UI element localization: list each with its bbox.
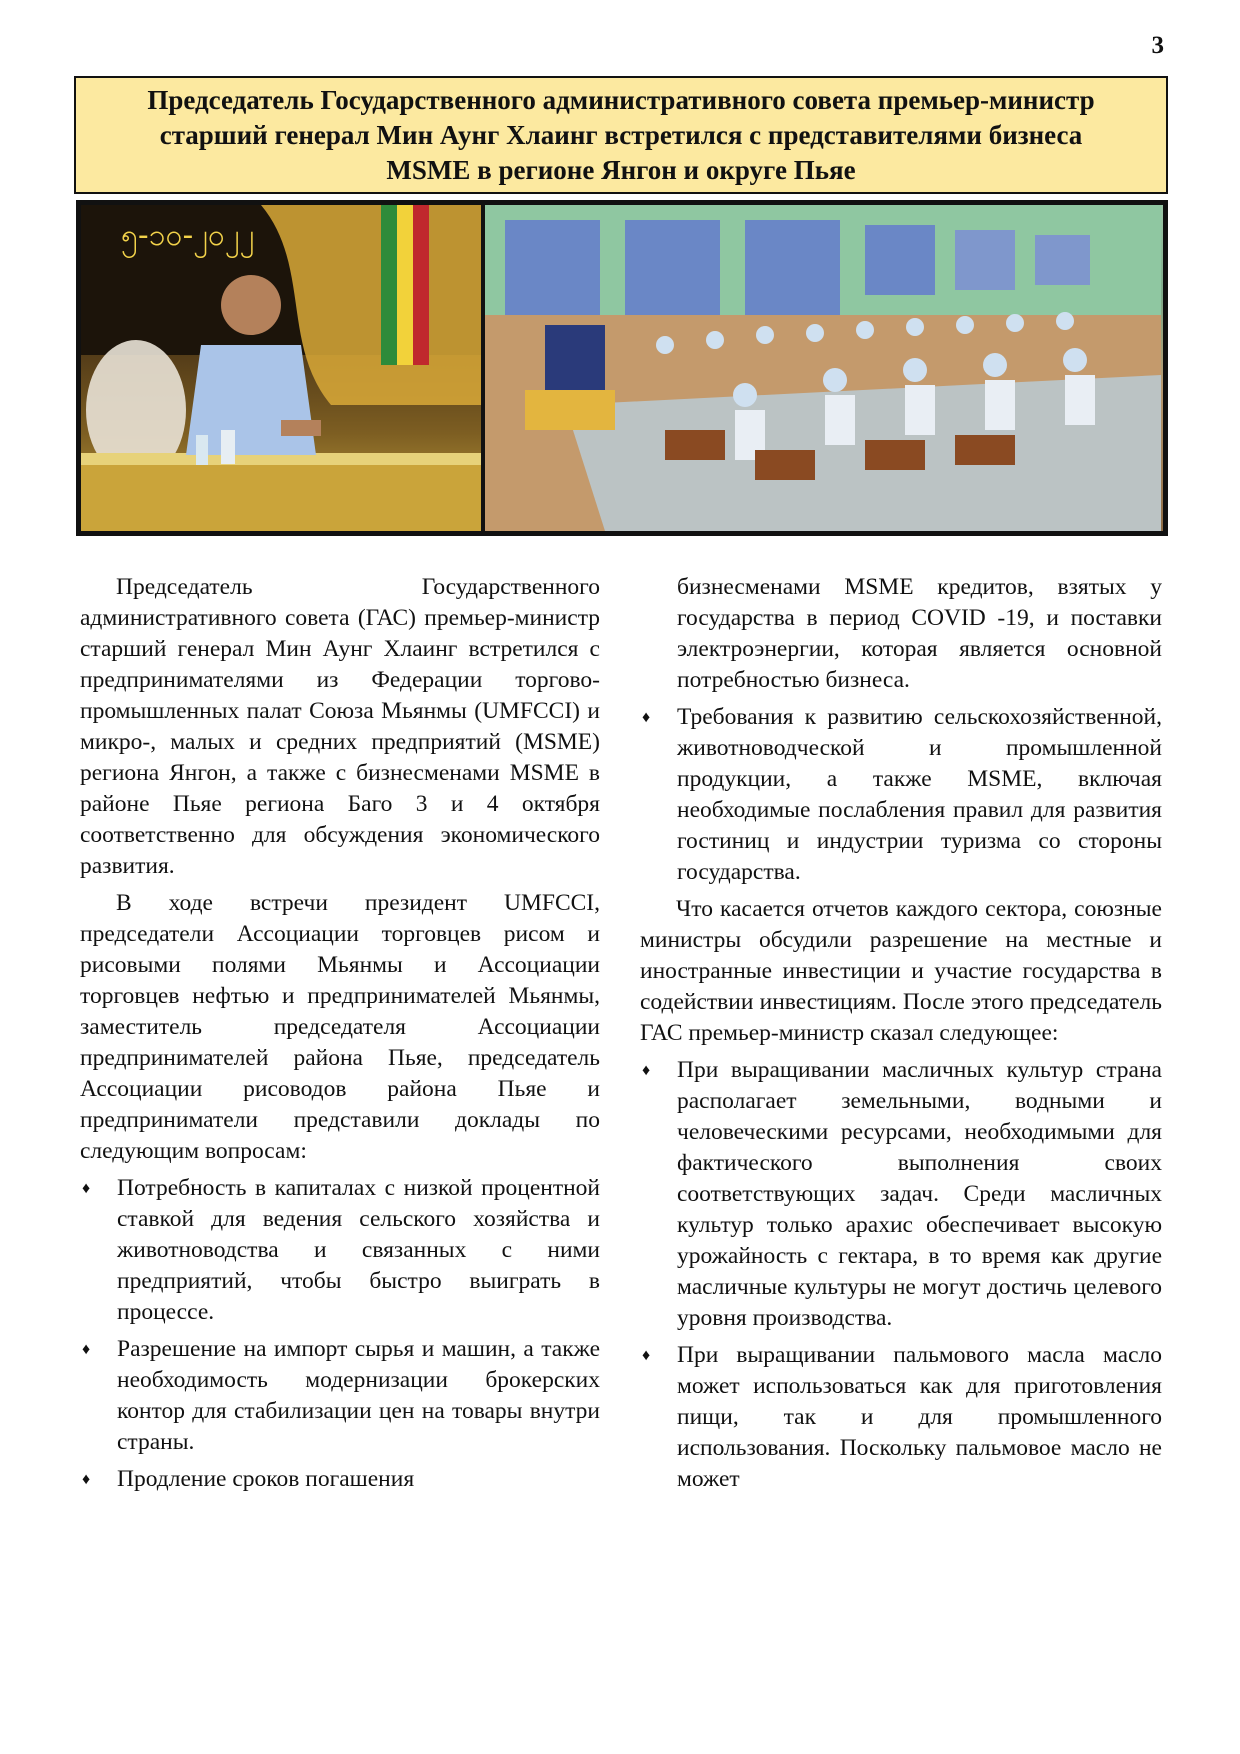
reports-list-continued [640, 572, 1162, 888]
photo-banner-text: ၅-၁၀-၂၀၂၂ [121, 218, 255, 253]
bullet-icon: ♦ [82, 1341, 91, 1358]
page-number: 3 [1151, 32, 1164, 59]
sector-paragraph: Что касается отчетов каждого сектора, союзные министры обсудили разрешение на местные и иностранные инвестиции и участие государства в содействии инвестициям. После этого председатель ГАС премьер-министр сказал следующее: [640, 896, 1162, 1046]
list-item: ♦ Требования к развитию сельскохозяйственной, животноводческой и промышленной продукции, а также MSME, включая необходимые послабления правил для развития гостиниц и индустрии туризма со стороны государства. [642, 704, 1162, 885]
bullet-icon: ♦ [82, 1180, 91, 1197]
left-column [80, 572, 600, 1501]
bullet-icon: ♦ [642, 709, 651, 726]
list-item: ♦ Продление сроков погашения [80, 1464, 600, 1495]
intro-paragraph: Председатель Государственного административного совета (ГАС) премьер-министр старший генерал Мин Аунг Хлаинг встретился с предпринимателями из Федерации торгово-промышленных палат Союза Мьянмы (UMFCCI) и микро-, малых и средних предприятий (MSME) региона Янгон, а также с бизнесменами MSME в районе Пьяе региона Баго 3 и 4 октября соответственно для обсуждения экономического развития. [80, 574, 600, 879]
list-item: ♦ При выращивании пальмового масла масло может использоваться как для приготовления пищи, так и для промышленного использования. Поскольку пальмовое масло не может [642, 1342, 1162, 1492]
headline-box [74, 76, 1168, 194]
photo-audience [485, 205, 1163, 531]
list-item: ♦ Разрешение на импорт сырья и машин, а также необходимость модернизации брокерских контор для стабилизации цен на товары внутри страны. [82, 1336, 600, 1455]
list-item: ♦ Потребность в капиталах с низкой процентной ставкой для ведения сельского хозяйства и животноводства и связанных с ними предприятий, чтобы быстро выиграть в процессе. [82, 1175, 600, 1325]
speaker-illustration [81, 205, 481, 531]
list-item-continued: бизнесменами MSME кредитов, взятых у государства в период COVID -19, и поставки электроэнергии, которая является основной потребностью бизнеса. [677, 574, 1162, 693]
headline: Председатель Государственного административного совета премьер-министр старший генерал Мин Аунг Хлаинг встретился с представителями бизнеса MSME в регионе Янгон и округе Пьяе [147, 84, 1095, 185]
bullet-icon: ♦ [82, 1471, 91, 1488]
bullet-icon: ♦ [642, 1062, 651, 1079]
reports-paragraph: В ходе встречи президент UMFCCI, председатели Ассоциации торговцев рисом и рисовыми полями Мьянмы и Ассоциации торговцев нефтью и предпринимателей Мьянмы, заместитель председателя Ассоциации предпринимателей района Пьяе, председатель Ассоциации рисоводов района Пьяе и предприниматели представили доклады по следующим вопросам: [80, 890, 600, 1164]
list-item: ♦ При выращивании масличных культур страна располагает земельными, водными и человеческими ресурсами, необходимыми для фактического выполнения своих соответствующих задач. Среди масличных культур только арахис обеспечивает высокую урожайность с гектара, в то время как другие масличные культуры не могут достичь целевого уровня производства. [642, 1057, 1162, 1331]
photo-strip [76, 200, 1168, 536]
reports-list [80, 1173, 600, 1495]
audience-illustration [485, 205, 1161, 531]
bullet-icon: ♦ [642, 1347, 651, 1364]
right-column [640, 572, 1162, 1501]
statements-list [640, 1055, 1162, 1495]
photo-speaker [81, 205, 481, 531]
